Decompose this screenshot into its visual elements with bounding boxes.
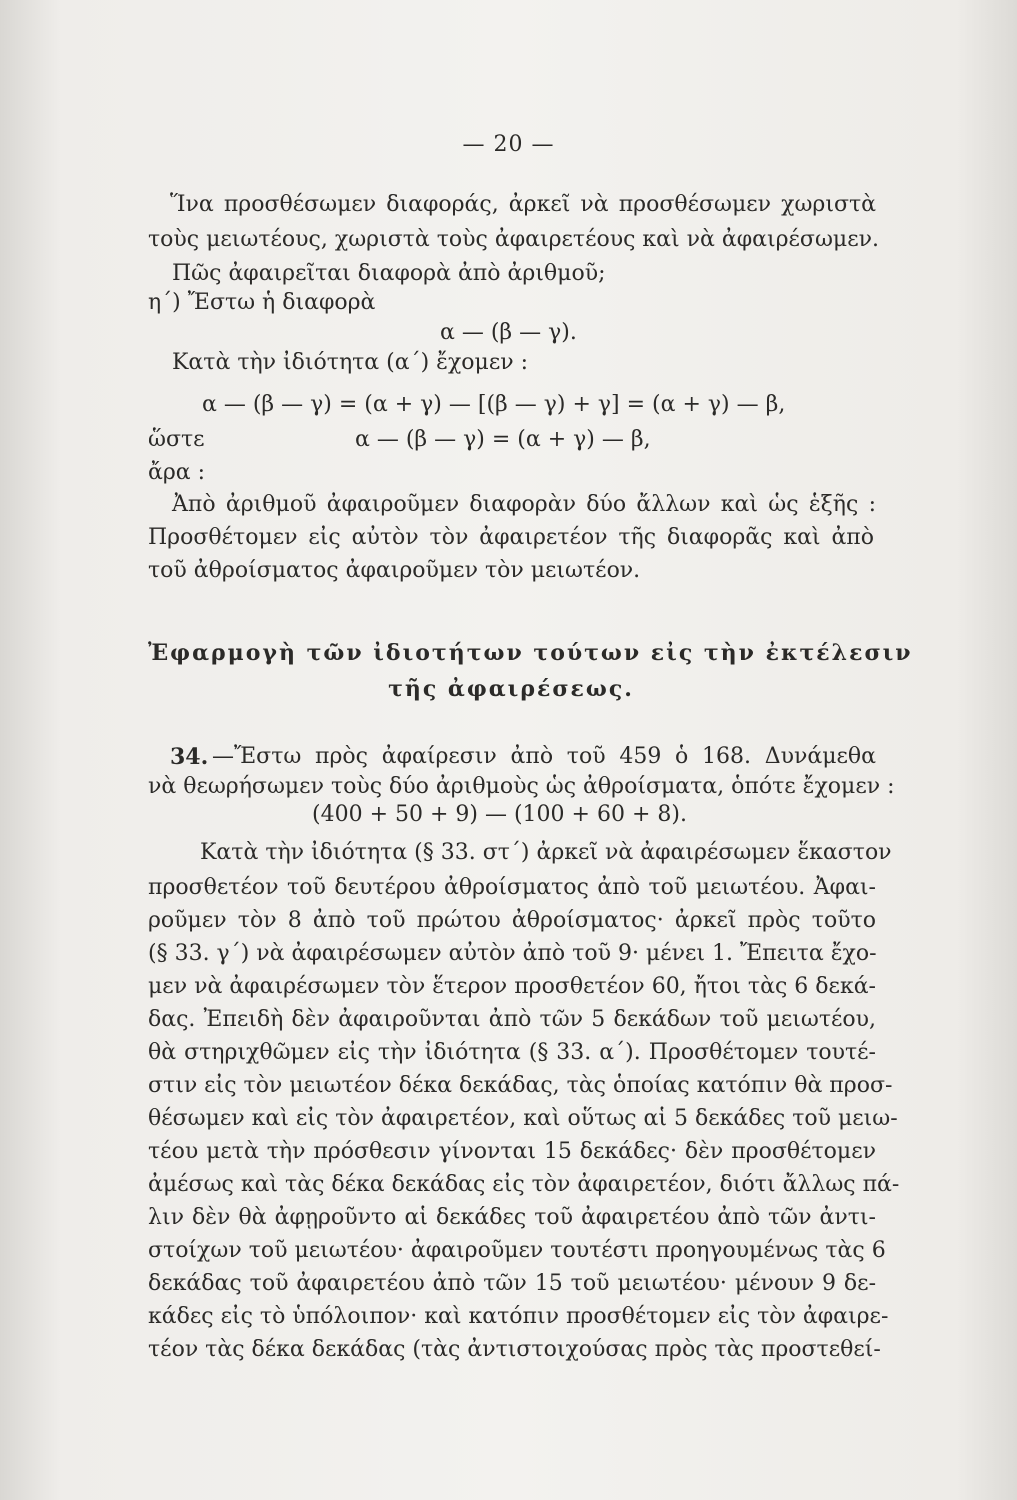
body-line: δας. Ἐπειδὴ δὲν ἀφαιροῦνται ἀπὸ τῶν 5 δεκάδων τοῦ μειωτέου, — [148, 1007, 876, 1032]
body-line: Κατὰ τὴν ἰδιότητα (§ 33. στ΄) ἀρκεῖ νὰ ἀφαιρέσωμεν ἕκαστον — [200, 840, 892, 865]
section-heading: τῆς ἀφαιρέσεως. — [388, 676, 634, 702]
rule-line: τοῦ ἀθροίσματος ἀφαιροῦμεν τὸν μειωτέον. — [148, 558, 641, 583]
body-line: στιν εἰς τὸν μειωτέον δέκα δεκάδας, τὰς ὁποίας κατόπιν θὰ προσ- — [148, 1073, 893, 1098]
body-line: κάδες εἰς τὸ ὑπόλοιπον· καὶ κατόπιν προσθέτομεν εἰς τὸν ἀφαιρε- — [148, 1304, 889, 1329]
body-line: τέον τὰς δέκα δεκάδας (τὰς ἀντιστοιχούσας πρὸς τὰς προστεθεί- — [148, 1337, 881, 1362]
question-line: Πῶς ἀφαιρεῖται διαφορὰ ἀπὸ ἀριθμοῦ; — [172, 261, 606, 286]
difference-expression: α — (β — γ). — [440, 320, 577, 345]
rule-line: Ἀπὸ ἀριθμοῦ ἀφαιροῦμεν διαφορὰν δύο ἄλλων καὶ ὡς ἑξῆς : — [172, 492, 876, 517]
body-line: ροῦμεν τὸν 8 ἀπὸ τοῦ πρώτου ἀθροίσματος· ἀρκεῖ πρὸς τοῦτο — [148, 908, 876, 933]
equation-2: α — (β — γ) = (α + γ) — β, — [355, 427, 651, 452]
body-line: θέσωμεν καὶ εἰς τὸν ἀφαιρετέον, καὶ οὕτως αἱ 5 δεκάδες τοῦ μειω- — [148, 1106, 898, 1131]
body-line: (§ 33. γ΄) νὰ ἀφαιρέσωμεν αὐτὸν ἀπὸ τοῦ 9· μένει 1. Ἔπειτα ἔχο- — [148, 941, 877, 966]
body-line: λιν δὲν θὰ ἀφῃροῦντο αἱ δεκάδες τοῦ ἀφαιρετέου ἀπὸ τῶν ἀντι- — [148, 1205, 876, 1230]
paragraph-line: Ἵνα προσθέσωμεν διαφοράς, ἀρκεῖ νὰ προσθέσωμεν χωριστὰ — [170, 192, 876, 217]
section-heading: Ἐφαρμογὴ τῶν ἰδιοτήτων τούτων εἰς τὴν ἐκτέλεσιν — [148, 640, 913, 666]
body-line: προσθετέον τοῦ δευτέρου ἀθροίσματος ἀπὸ τοῦ μειωτέου. Ἀφαι- — [148, 875, 876, 900]
section-intro-line: νὰ θεωρήσωμεν τοὺς δύο ἀριθμοὺς ὡς ἀθροίσματα, ὁπότε ἔχομεν : — [148, 774, 895, 799]
body-line: μεν νὰ ἀφαιρέσωμεν τὸν ἕτερον προσθετέον 60, ἤτοι τὰς 6 δεκά- — [148, 974, 876, 999]
property-line: Κατὰ τὴν ἰδιότητα (α΄) ἔχομεν : — [172, 350, 529, 375]
page-number: — 20 — — [462, 132, 555, 157]
equation-1: α — (β — γ) = (α + γ) — [(β — γ) + γ] = (α + γ) — β, — [202, 392, 786, 417]
equation-2-label: ὥστε — [148, 427, 205, 452]
rule-line: Προσθέτομεν εἰς αὐτὸν τὸν ἀφαιρετέον τῆς διαφορᾶς καὶ ἀπὸ — [148, 525, 874, 550]
section-intro-line: —Ἔστω πρὸς ἀφαίρεσιν ἀπὸ τοῦ 459 ὁ 168. Δυνάμεθα — [212, 744, 876, 769]
therefore-label: ἄρα : — [148, 460, 206, 485]
case-line: η΄) Ἔστω ἡ διαφορὰ — [148, 290, 376, 315]
body-line: δεκάδας τοῦ ἀφαιρετέου ἀπὸ τῶν 15 τοῦ μειωτέου· μένουν 9 δε- — [148, 1271, 876, 1296]
sum-expression: (400 + 50 + 9) — (100 + 60 + 8). — [312, 802, 687, 827]
body-line: τέου μετὰ τὴν πρόσθεσιν γίνονται 15 δεκάδες· δὲν προσθέτομεν — [148, 1139, 876, 1164]
body-line: ἀμέσως καὶ τὰς δέκα δεκάδας εἰς τὸν ἀφαιρετέον, διότι ἄλλως πά- — [148, 1172, 900, 1197]
section-number: 34. — [170, 744, 209, 770]
body-line: στοίχων τοῦ μειωτέου· ἀφαιροῦμεν τουτέστι προηγουμένως τὰς 6 — [148, 1238, 886, 1263]
body-line: θὰ στηριχθῶμεν εἰς τὴν ἰδιότητα (§ 33. α΄). Προσθέτομεν τουτέ- — [148, 1040, 876, 1065]
paragraph-line: τοὺς μειωτέους, χωριστὰ τοὺς ἀφαιρετέους καὶ νὰ ἀφαιρέσωμεν. — [148, 227, 879, 252]
